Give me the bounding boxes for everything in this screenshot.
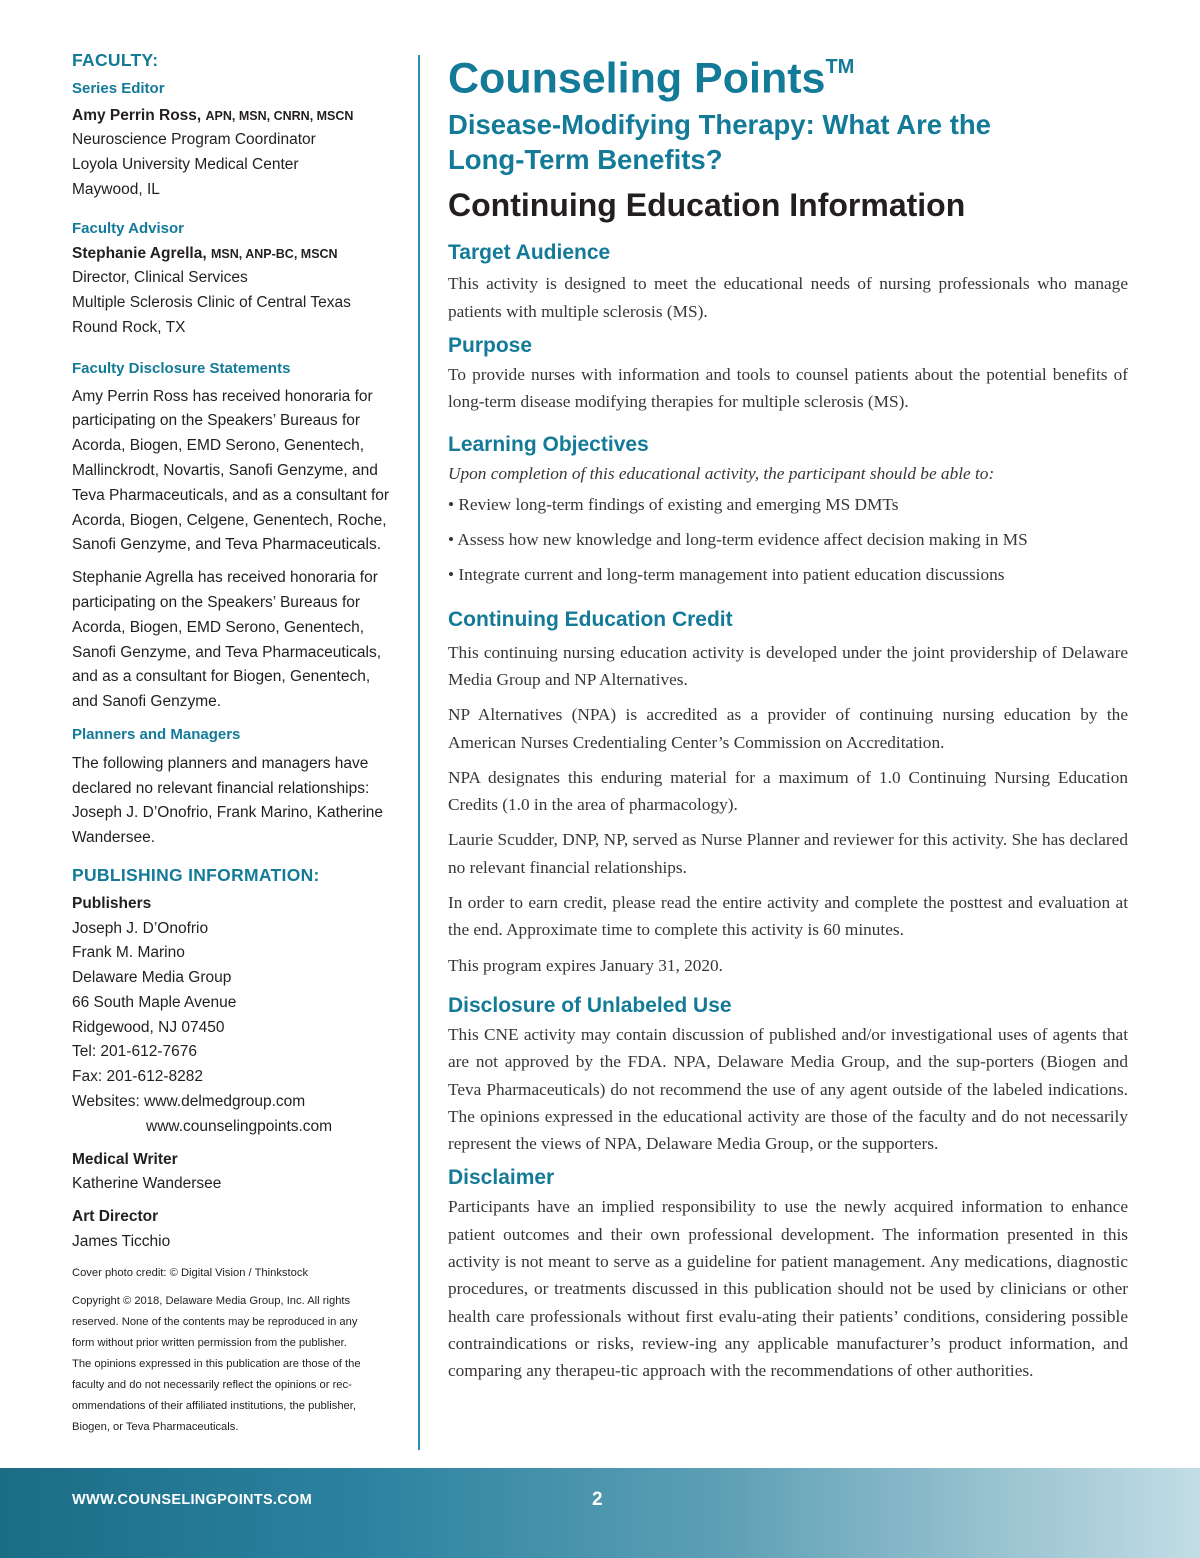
section-title: Continuing Education Information [448, 187, 966, 224]
faculty-advisor-credentials: MSN, ANP-BC, MSCN [210, 246, 338, 261]
ce-credit-paragraph: In order to earn credit, please read the entire activity and complete the posttest and evaluation at the end. Approximate time to complete this activity is 60 minutes. [448, 893, 1128, 940]
text-line: participating on the Speakers’ Bureaus for [72, 593, 361, 611]
text-line: participating on the Speakers’ Bureaus for [72, 412, 361, 430]
phone-number: Tel: 201-612-7676 [72, 1043, 197, 1061]
disclosure-label: Faculty Disclosure Statements [72, 359, 291, 377]
target-audience-text: This activity is designed to meet the educational needs of nursing professionals who manage patients with multiple sclerosis (MS). [448, 274, 1128, 321]
faculty-heading: FACULTY: [72, 50, 159, 70]
list-item: • Assess how new knowledge and long-term evidence affect decision making in MS [448, 530, 1028, 550]
medical-writer-label: Medical Writer [72, 1150, 178, 1168]
main-content [448, 46, 1128, 1385]
ce-credit-heading: Continuing Education Credit [448, 607, 733, 631]
text-line: Amy Perrin Ross has received honoraria for [72, 387, 373, 405]
text-line: declared no relevant financial relationships: [72, 779, 370, 797]
text-line: and Sanofi Genzyme. [72, 693, 222, 711]
title-text: Counseling Points [448, 54, 826, 103]
faculty-advisor-label: Faculty Advisor [72, 219, 184, 237]
publishing-heading: PUBLISHING INFORMATION: [72, 864, 320, 885]
text-line: Frank M. Marino [72, 944, 185, 962]
series-editor-line: Maywood, IL [72, 180, 160, 198]
website-link[interactable]: www.counselingpoints.com [146, 1117, 333, 1135]
text-line: Delaware Media Group [72, 969, 232, 987]
text-line: The following planners and managers have [72, 754, 369, 772]
subtitle-line: Long-Term Benefits? [448, 144, 723, 176]
text-line: Acorda, Biogen, EMD Serono, Genentech, [72, 437, 365, 455]
text-line: Ridgewood, NJ 07450 [72, 1018, 225, 1036]
text-line: ommendations of their affiliated institutions, the publisher, [72, 1399, 356, 1412]
list-item: • Review long-term findings of existing and emerging MS DMTs [448, 494, 899, 514]
cover-credit: Cover photo credit: © Digital Vision / Thinkstock [72, 1266, 309, 1279]
planners-paragraph [72, 752, 402, 851]
learning-objectives-heading: Learning Objectives [448, 432, 649, 456]
ce-credit-paragraph: This continuing nursing education activity is developed under the joint providership of Delaware Media Group and NP Alternatives. [448, 642, 1128, 689]
list-item: • Integrate current and long-term management into patient education discussions [448, 565, 1005, 585]
series-editor-line: Neuroscience Program Coordinator [72, 131, 316, 149]
fax-number: Fax: 201-612-8282 [72, 1068, 203, 1086]
series-editor-label: Series Editor [72, 79, 165, 97]
text-line: Joseph J. D’Onofrio, Frank Marino, Katherine [72, 804, 383, 822]
unlabeled-use-heading: Disclosure of Unlabeled Use [448, 993, 732, 1017]
faculty-advisor-line: Round Rock, TX [72, 318, 186, 336]
ce-credit-paragraph: This program expires January 31, 2020. [448, 955, 723, 975]
text-line: The opinions expressed in this publication are those of the [72, 1357, 361, 1370]
unlabeled-use-text: This CNE activity may contain discussion of published and/or investigational uses of agents that are not approved by the FDA. NPA, Delaware Media Group, and the sup-porters (Biogen and Teva Pharmaceuticals) do not recommend the use of any agent outside of the labeled indications. The opinions expressed in the educational activity are those of the faculty and do not necessarily represent the views of NPA, Delaware Media Group, or the supporters. [448, 1024, 1128, 1154]
ce-credit-paragraph: NPA designates this enduring material for a maximum of 1.0 Continuing Nursing Education Credits (1.0 in the area of pharmacology). [448, 767, 1128, 815]
target-audience-heading: Target Audience [448, 241, 611, 265]
faculty-advisor-name: Stephanie Agrella, [72, 244, 207, 262]
disclosure-paragraph [72, 385, 402, 559]
purpose-heading: Purpose [448, 333, 533, 357]
objectives-list [448, 491, 1128, 589]
disclosure-paragraph [72, 566, 402, 715]
series-editor-line: Loyola University Medical Center [72, 156, 299, 174]
text-line: Acorda, Biogen, EMD Serono, Genentech, [72, 618, 365, 636]
text-line: Copyright © 2018, Delaware Media Group, Inc. All rights [72, 1294, 351, 1307]
art-director-label: Art Director [72, 1208, 159, 1226]
page-title [448, 46, 1128, 103]
art-director-name: James Ticchio [72, 1233, 171, 1251]
series-editor-name: Amy Perrin Ross, [72, 106, 202, 124]
text-line: Teva Pharmaceuticals, and as a consultant for [72, 486, 390, 504]
faculty-advisor-line: Multiple Sclerosis Clinic of Central Texas [72, 294, 351, 312]
text-line: Sanofi Genzyme, and Teva Pharmaceuticals. [72, 536, 382, 554]
page-number: 2 [592, 1489, 603, 1510]
sidebar [72, 48, 402, 1438]
text-line: Biogen, or Teva Pharmaceuticals. [72, 1420, 239, 1433]
website-link[interactable]: www.delmedgroup.com [144, 1093, 306, 1111]
footer-bar [0, 1468, 1200, 1558]
text-line: reserved. None of the contents may be reproduced in any [72, 1315, 358, 1328]
medical-writer-name: Katherine Wandersee [72, 1175, 222, 1193]
footer-website-link[interactable]: WWW.COUNSELINGPOINTS.COM [72, 1492, 312, 1508]
ce-credit-paragraph: Laurie Scudder, DNP, NP, served as Nurse Planner and reviewer for this activity. She has declared no relevant financial relationships. [448, 830, 1128, 877]
trademark-symbol: TM [825, 56, 855, 78]
learning-objectives-intro: Upon completion of this educational activity, the participant should be able to: [448, 463, 995, 483]
planners-label: Planners and Managers [72, 725, 241, 743]
ce-credit-paragraph: NP Alternatives (NPA) is accredited as a provider of continuing nursing education by the American Nurses Credentialing Center’s Commission on Accreditation. [448, 705, 1128, 752]
column-divider [418, 55, 420, 1450]
text-line: faculty and do not necessarily reflect the opinions or rec- [72, 1378, 352, 1391]
purpose-text: To provide nurses with information and tools to counsel patients about the potential benefits of long-term disease modifying therapies for multiple sclerosis (MS). [448, 364, 1128, 412]
text-line: Joseph J. D’Onofrio [72, 919, 209, 937]
subtitle-line: Disease-Modifying Therapy: What Are the [448, 109, 991, 141]
text-line: Acorda, Biogen, Celgene, Genentech, Roche, [72, 511, 387, 529]
series-editor-credentials: APN, MSN, CNRN, MSCN [205, 108, 354, 123]
text-line: Stephanie Agrella has received honoraria for [72, 569, 378, 587]
websites-label: Websites: [72, 1093, 145, 1111]
faculty-advisor-line: Director, Clinical Services [72, 269, 248, 287]
text-line: Sanofi Genzyme, and Teva Pharmaceuticals, [72, 643, 382, 661]
disclaimer-text: Participants have an implied responsibility to use the newly acquired information to enhance patient outcomes and their own professional development. The information presented in this activity is not meant to serve as a guideline for patient management. Any medications, diagnostic procedures, or treatments discussed in this publication should not be used by clinicians or other health care professionals without first evalu-ating their patients’ conditions, considering possible contraindications or risks, review-ing any applicable manufacturer’s product information, and comparing any therapeu-tic approach with the recommendations of other authorities. [448, 1197, 1128, 1381]
text-line: 66 South Maple Avenue [72, 993, 237, 1011]
text-line: Mallinckrodt, Novartis, Sanofi Genzyme, and [72, 461, 378, 479]
copyright-notice [72, 1291, 402, 1438]
text-line: and as a consultant for Biogen, Genentech, [72, 668, 371, 686]
text-line: Wandersee. [72, 829, 155, 847]
text-line: form without prior written permission from the publisher. [72, 1336, 347, 1349]
publishers-label: Publishers [72, 894, 152, 912]
disclaimer-heading: Disclaimer [448, 1166, 555, 1190]
